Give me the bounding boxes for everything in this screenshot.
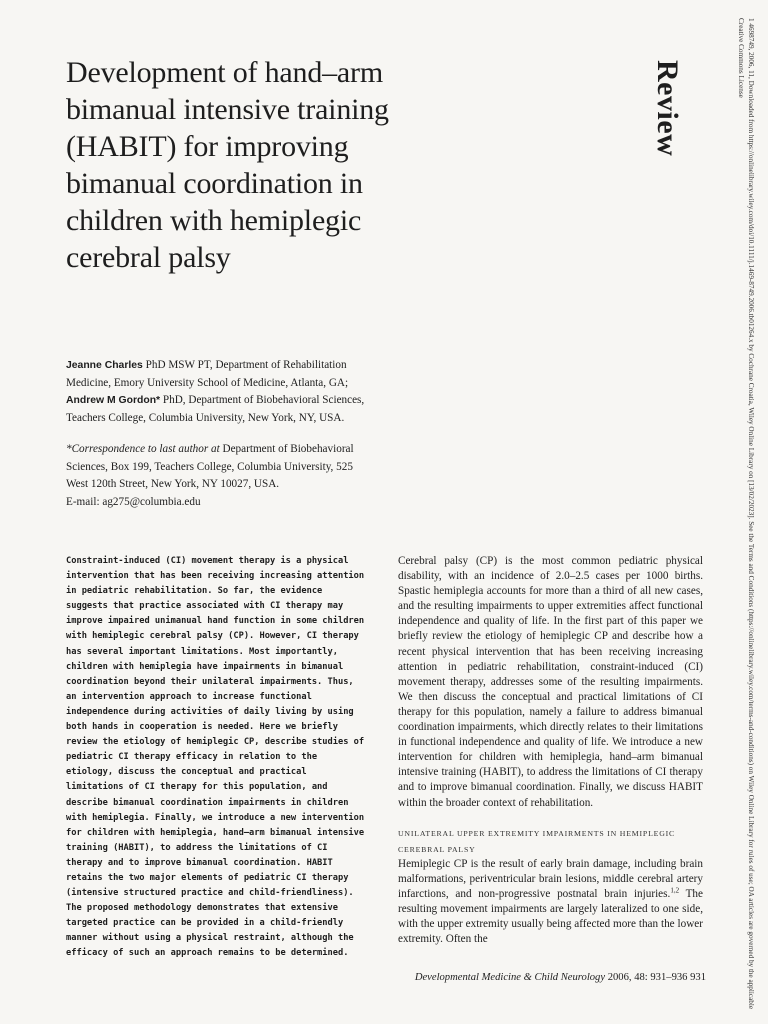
section-heading: UNILATERAL UPPER EXTREMITY IMPAIRMENTS IN HEMIPLEGIC CEREBRAL PALSY xyxy=(398,829,676,854)
author-name: Andrew M Gordon* xyxy=(66,395,161,407)
abstract-text: Constraint-induced (CI) movement therapy is a physical intervention that has been receiving increasing attention in pediatric rehabilitation. So far, the evidence suggests that practice associated with CI therapy may improve impaired unimanual hand function in some children with hemiplegic cerebral palsy (CP). However, CI therapy has several important limitations. Most importantly, children with hemiplegia have impairments in bimanual coordination beyond their unilateral impairments. Thus, an intervention approach to increase functional independence during activities of daily living by using both hands in cooperation is needed. Here we briefly review the etiology of hemiplegic CP, describe studies of pediatric CI therapy efficacy in relation to the etiology, discuss the conceptual and practical limitations of CI therapy for this population, and describe bimanual coordination impairments in children with hemiplegia. Finally, we introduce a new intervention for children with hemiplegia, hand–arm bimanual intensive training (HABIT), to address the limitations of CI therapy and to improve bimanual coordination. HABIT retains the two major elements of pediatric CI therapy (intensive structured practice and child-friendliness). The proposed methodology demonstrates that extensive targeted practice can be provided in a child-friendly manner without using a physical restraint, although the efficacy of such an approach remains to be determined. xyxy=(66,556,365,959)
citation-info: 2006, 48: 931–936 931 xyxy=(605,972,706,983)
article-title: Development of hand–arm bimanual intensive training (HABIT) for improving bimanual coordination in children with hemiplegic cerebral palsy xyxy=(66,56,389,274)
correspondence-email[interactable]: E-mail: ag275@columbia.edu xyxy=(66,495,201,508)
download-notice: 1 4698749, 2006, 11, Downloaded from https://onlinelibrary.wiley.com/doi/10.1111/j.1469-8749.2006.tb01264.x by Cochrane Croatia, Wiley Online Library on [13/02/2023]. See the Terms and Conditions (https://onlinelibrary.wiley.com/terms-and-conditions) on Wiley Online Library for rules of use; OA articles are governed by the applicable Creative Commons License xyxy=(737,18,755,1010)
abstract xyxy=(66,554,366,962)
correspondence-block xyxy=(66,441,376,511)
correspondence-address: Department of Biobehavioral Sciences, Box 199, Teachers College, Columbia University, 525 West 120th Street, New York, NY 10027, USA. xyxy=(66,443,354,491)
paragraph-text: The resulting movement impairments are largely lateralized to one side, with the upper extremity usually being affected more than the lower extremity. Often the xyxy=(398,888,703,946)
intro-paragraph: Cerebral palsy (CP) is the most common pediatric physical disability, with an incidence of 2.0–2.5 cases per 1000 births. Spastic hemiplegia accounts for more than a third of all new cases, and the resulting impairments to upper extremities affect functional independence and quality of life. In the first part of this paper we briefly review the etiology of hemiplegic CP and describe how a recent physical intervention that has been receiving increasing attention in pediatric rehabilitation, constraint-induced (CI) movement therapy, addresses some of the resulting impairments. We then discuss the conceptual and practical limitations of CI therapy for this population, namely a failure to address bimanual coordination impairments, which directly relates to their limitations in functional independence and quality of life. We introduce a new intervention for children with hemiplegia, hand–arm bimanual intensive training (HABIT), to address the limitations of CI therapy and to improve bimanual coordination. Finally, we discuss HABIT within the broader context of rehabilitation. xyxy=(398,555,703,809)
author-affiliation: PhD MSW PT, Department of Rehabilitation Medicine, Emory University School of Medicine, Atlanta, GA; xyxy=(66,359,349,389)
paragraph-text: Hemiplegic CP is the result of early brain damage, including brain malformations, periventricular brain lesions, middle cerebral artery infarctions, and non-progressive postnatal brain injuries. xyxy=(398,858,703,901)
citation-ref[interactable]: 1,2 xyxy=(670,886,680,895)
author-name: Jeanne Charles xyxy=(66,360,143,371)
section-paragraph xyxy=(398,857,703,948)
section-body xyxy=(398,857,703,948)
correspondence-lead: *Correspondence to last author at xyxy=(66,443,220,455)
journal-name: Developmental Medicine & Child Neurology xyxy=(414,972,606,983)
page-footer xyxy=(386,972,706,983)
introduction xyxy=(398,554,703,811)
author-affiliation: PhD, Department of Biobehavioral Sciences, Teachers College, Columbia University, New York, NY, USA. xyxy=(66,394,365,424)
section-label: Review xyxy=(651,60,684,157)
author-block xyxy=(66,357,376,427)
